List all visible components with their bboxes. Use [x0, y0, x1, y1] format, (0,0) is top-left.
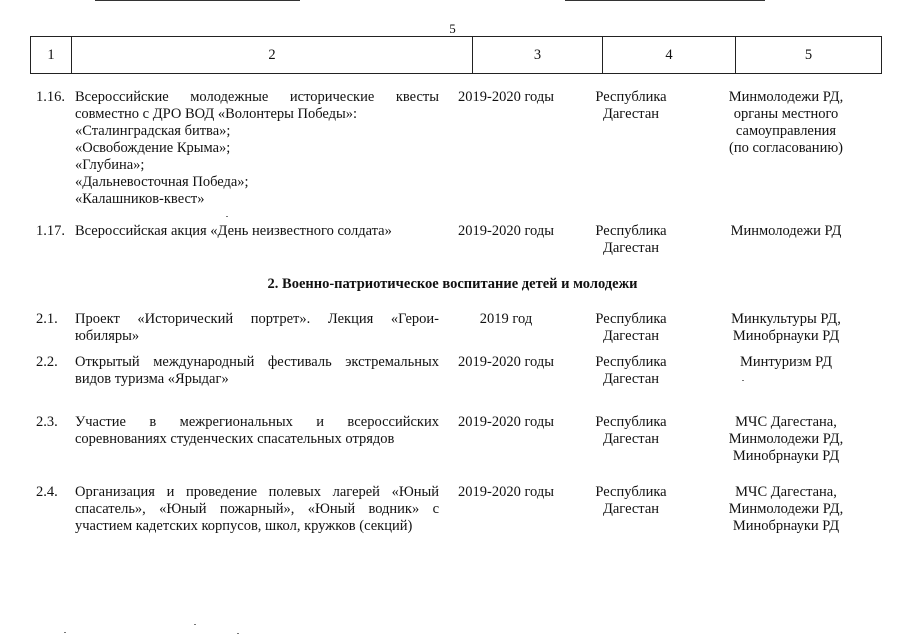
row-period: 2019-2020 годы	[458, 354, 554, 370]
row-place	[568, 414, 694, 448]
place-line: Республика	[595, 414, 667, 430]
event-name-line: Проект «Исторический портрет». Лекция «Герои-	[75, 311, 439, 327]
event-name-line: «Калашников-квест»	[75, 191, 205, 207]
row-responsible	[700, 223, 872, 240]
responsible-line: Минобрнауки РД	[732, 328, 840, 344]
row-responsible	[700, 354, 872, 371]
event-name-line: «Сталинградская битва»;	[75, 123, 231, 139]
row-number: 2.1.	[36, 311, 58, 327]
event-name-line: Всероссийские молодежные исторические квесты	[75, 89, 439, 105]
place-line: Дагестан	[602, 431, 660, 447]
event-name-line: «Освобождение Крыма»;	[75, 140, 231, 156]
responsible-line: самоуправления	[735, 123, 837, 139]
row-period: 2019-2020 годы	[458, 414, 554, 430]
row-event-name	[75, 223, 439, 240]
row-period: 2019 год	[479, 311, 533, 327]
header-col-2: 2	[72, 37, 473, 73]
responsible-line: МЧС Дагестана,	[735, 484, 837, 500]
row-period: 2019-2020 годы	[458, 223, 554, 239]
row-event-name	[75, 414, 439, 448]
place-line: Республика	[595, 484, 667, 500]
row-place	[568, 354, 694, 388]
scan-top-rule-left	[95, 0, 300, 1]
place-line: Республика	[595, 223, 667, 239]
event-name-line: соревнованиях студенческих спасательных отрядов	[75, 431, 395, 447]
row-responsible	[700, 484, 872, 535]
responsible-line: Минмолодежи РД,	[728, 431, 844, 447]
row-number: 2.2.	[36, 354, 58, 370]
row-place	[568, 223, 694, 257]
event-name-line: участием кадетских корпусов, школ, кружков (секций)	[75, 518, 413, 534]
event-name-line: «Дальневосточная Победа»;	[75, 174, 249, 190]
row-period: 2019-2020 годы	[458, 89, 554, 105]
responsible-line: Минмолодежи РД	[730, 223, 842, 239]
responsible-line: Минкультуры РД,	[731, 311, 841, 327]
row-event-name	[75, 89, 439, 208]
place-line: Дагестан	[602, 371, 660, 387]
page-number: 5	[449, 21, 456, 36]
scan-speck	[237, 633, 239, 634]
place-line: Республика	[595, 354, 667, 370]
row-period: 2019-2020 годы	[458, 484, 554, 500]
responsible-line: Минтуризм РД	[739, 354, 832, 370]
row-number: 2.4.	[36, 484, 58, 500]
event-name-line: Участие в межрегиональных и всероссийских	[75, 414, 439, 430]
row-place	[568, 484, 694, 518]
header-col-4: 4	[603, 37, 736, 73]
event-name-line: видов туризма «Ярыдаг»	[75, 371, 229, 387]
place-line: Дагестан	[602, 328, 660, 344]
row-place	[568, 311, 694, 345]
row-responsible	[700, 311, 872, 345]
section-heading: 2. Военно-патриотическое воспитание детей и молодежи	[267, 276, 638, 292]
place-line: Республика	[595, 89, 667, 105]
responsible-line: Минобрнауки РД	[732, 518, 840, 534]
scan-speck	[742, 380, 744, 381]
responsible-line: (по согласованию)	[729, 140, 843, 156]
event-name-line: Всероссийская акция «День неизвестного солдата»	[75, 223, 392, 239]
responsible-line: МЧС Дагестана,	[735, 414, 837, 430]
scan-top-rule-right	[565, 0, 765, 1]
header-col-5: 5	[804, 47, 813, 63]
responsible-line: Минмолодежи РД,	[728, 501, 844, 517]
scan-speck	[64, 632, 66, 633]
place-line: Дагестан	[602, 106, 660, 122]
row-number: 1.17.	[36, 223, 65, 239]
row-responsible	[700, 89, 872, 157]
row-place	[568, 89, 694, 123]
event-name-line: Организация и проведение полевых лагерей «Юный	[75, 484, 439, 500]
responsible-line: органы местного	[733, 106, 839, 122]
responsible-line: Минмолодежи РД,	[728, 89, 844, 105]
row-number: 1.16.	[36, 89, 65, 105]
place-line: Республика	[595, 311, 667, 327]
place-line: Дагестан	[602, 240, 660, 256]
event-name-line: совместно с ДРО ВОД «Волонтеры Победы»:	[75, 106, 358, 122]
place-line: Дагестан	[602, 501, 660, 517]
event-name-line: «Глубина»;	[75, 157, 145, 173]
event-name-line: Открытый международный фестиваль экстремальных	[75, 354, 439, 370]
scan-speck	[226, 216, 228, 217]
event-name-line: юбиляры»	[75, 328, 140, 344]
event-name-line: спасатель», «Юный пожарный», «Юный водник» с	[75, 501, 439, 517]
row-event-name	[75, 484, 439, 535]
responsible-line: Минобрнауки РД	[732, 448, 840, 464]
row-responsible	[700, 414, 872, 465]
header-col-3: 3	[473, 37, 603, 73]
table-header-row	[30, 36, 882, 74]
row-event-name	[75, 354, 439, 388]
scan-speck	[194, 624, 196, 625]
header-col-1: 1	[31, 37, 72, 73]
row-event-name	[75, 311, 439, 345]
row-number: 2.3.	[36, 414, 58, 430]
